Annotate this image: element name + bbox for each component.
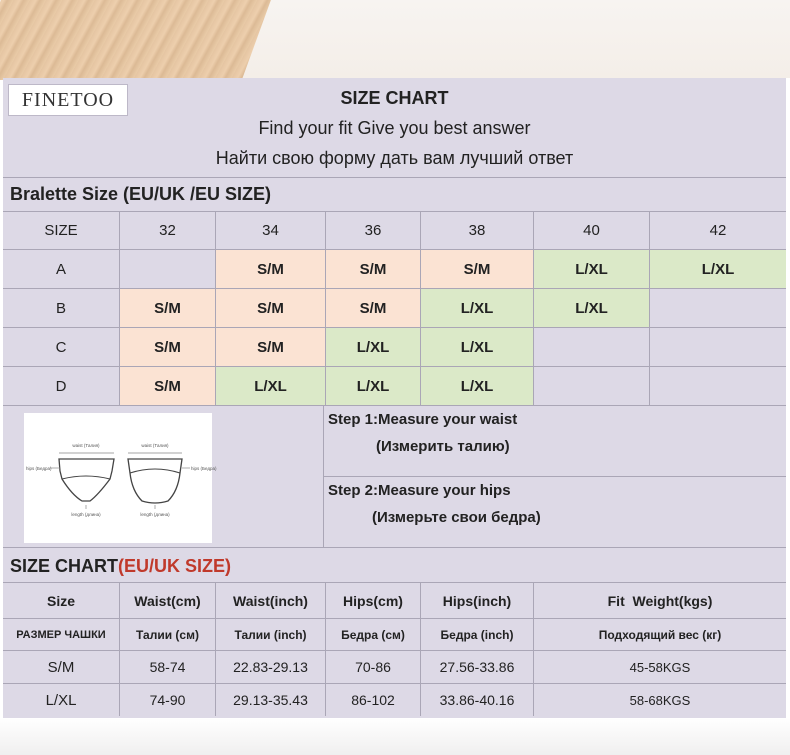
size-cell xyxy=(650,367,786,405)
size-chart-col-header: Size xyxy=(3,583,120,618)
size-cell: L/XL xyxy=(534,250,650,288)
bralette-col-header: 36 xyxy=(326,212,421,249)
size-chart-cell: 58-74 xyxy=(120,651,216,683)
bralette-col-header: 38 xyxy=(421,212,534,249)
size-cell: L/XL xyxy=(534,289,650,327)
bralette-section-title: Bralette Size (EU/UK /EU SIZE) xyxy=(10,184,272,204)
size-cell: S/M xyxy=(216,250,326,288)
size-cell xyxy=(534,367,650,405)
bottom-background-strip xyxy=(0,718,790,755)
size-cell: S/M xyxy=(216,328,326,366)
size-cell: S/M xyxy=(216,289,326,327)
size-chart-cell: 29.13-35.43 xyxy=(216,684,326,716)
size-cell: L/XL xyxy=(326,328,421,366)
page-title: SIZE CHART xyxy=(340,88,449,108)
size-chart-col-header: Waist(cm) xyxy=(120,583,216,618)
size-cell: S/M xyxy=(326,289,421,327)
step1-text: Step 1:Measure your waist xyxy=(328,411,518,428)
size-cell: L/XL xyxy=(421,367,534,405)
bralette-row-a xyxy=(3,250,786,289)
size-chart-col-header-ru: Подходящий вес (кг) xyxy=(598,627,722,642)
diagram-label: length (длина) xyxy=(71,512,101,517)
size-chart-col-header-ru: Бедра (см) xyxy=(326,619,421,650)
subtitle-en: Find your fit Give you best answer xyxy=(258,118,531,138)
size-chart-title-accent: (EU/UK SIZE) xyxy=(118,556,232,576)
size-chart-cell: 45-58KGS xyxy=(629,659,691,675)
size-cell: L/XL xyxy=(421,289,534,327)
bralette-col-header: SIZE xyxy=(3,212,120,249)
size-cell xyxy=(120,250,216,288)
size-cell: L/XL xyxy=(326,367,421,405)
size-chart-cell: 22.83-29.13 xyxy=(216,651,326,683)
wood-texture xyxy=(0,0,278,80)
subtitle-ru: Найти свою форму дать вам лучший ответ xyxy=(215,148,574,168)
divider xyxy=(3,177,786,178)
background-photo-strip xyxy=(0,0,790,78)
panties-diagram-icon xyxy=(24,413,217,543)
size-chart-col-header-ru: Талии (см) xyxy=(120,619,216,650)
bralette-col-header: 42 xyxy=(709,222,727,239)
size-chart-col-header: Fit Weight(kgs) xyxy=(607,592,713,609)
size-cell: S/M xyxy=(120,328,216,366)
size-chart-col-header: Hips(inch) xyxy=(421,583,534,618)
size-cell: S/M xyxy=(421,250,534,288)
size-chart-cell: 74-90 xyxy=(120,684,216,716)
size-cell: S/M xyxy=(326,250,421,288)
cup-label: A xyxy=(3,250,120,288)
diagram-label: hips (Бедра) xyxy=(26,466,52,471)
size-chart-header-row-ru xyxy=(3,619,786,651)
bralette-col-header: 32 xyxy=(120,212,216,249)
size-cell xyxy=(534,328,650,366)
size-cell: L/XL xyxy=(650,250,786,288)
measurement-diagram xyxy=(24,413,217,543)
size-cell: S/M xyxy=(120,367,216,405)
brand-logo: FINETOO xyxy=(8,84,128,116)
bralette-col-header: 40 xyxy=(534,212,650,249)
size-chart-cell: 33.86-40.16 xyxy=(421,684,534,716)
size-chart-row xyxy=(3,684,786,716)
size-chart-title xyxy=(10,556,231,577)
step1-ru-text: (Измерить талию) xyxy=(376,438,510,455)
bralette-col-header: 34 xyxy=(216,212,326,249)
size-cell: L/XL xyxy=(421,328,534,366)
bralette-row-b xyxy=(3,289,786,328)
step2-ru-text: (Измерьте свои бедра) xyxy=(372,509,541,526)
size-chart-cell: L/XL xyxy=(3,684,120,716)
diagram-label: hips (Бедра) xyxy=(191,466,217,471)
size-chart-col-header: Hips(cm) xyxy=(326,583,421,618)
size-chart-cell: S/M xyxy=(3,651,120,683)
cup-label: B xyxy=(3,289,120,327)
size-chart-cell: 86-102 xyxy=(326,684,421,716)
size-cell: S/M xyxy=(120,289,216,327)
size-chart-cell: 58-68KGS xyxy=(629,692,691,708)
divider xyxy=(323,476,786,477)
size-cell xyxy=(650,289,786,327)
step2-text: Step 2:Measure your hips xyxy=(328,482,511,499)
size-chart-col-header-ru: Бедра (inch) xyxy=(421,619,534,650)
diagram-label: length (длина) xyxy=(140,512,170,517)
size-chart-cell: 27.56-33.86 xyxy=(421,651,534,683)
cup-label: C xyxy=(3,328,120,366)
diagram-label: waist (Талия) xyxy=(72,443,100,448)
bralette-row-d xyxy=(3,367,786,406)
size-chart-header-row xyxy=(3,583,786,619)
size-chart-col-header-ru: Талии (inch) xyxy=(216,619,326,650)
bralette-row-c xyxy=(3,328,786,367)
size-cell xyxy=(650,328,786,366)
size-chart-title-main: SIZE CHART xyxy=(10,556,118,576)
bralette-header-row xyxy=(3,212,786,250)
diagram-label: waist (Талия) xyxy=(141,443,169,448)
size-cell: L/XL xyxy=(216,367,326,405)
size-chart-col-header: Waist(inch) xyxy=(216,583,326,618)
size-chart-cell: 70-86 xyxy=(326,651,421,683)
size-chart-col-header-ru: РАЗМЕР ЧАШКИ xyxy=(3,619,120,650)
cup-label: D xyxy=(3,367,120,405)
divider xyxy=(3,547,786,548)
size-chart-row xyxy=(3,651,786,684)
